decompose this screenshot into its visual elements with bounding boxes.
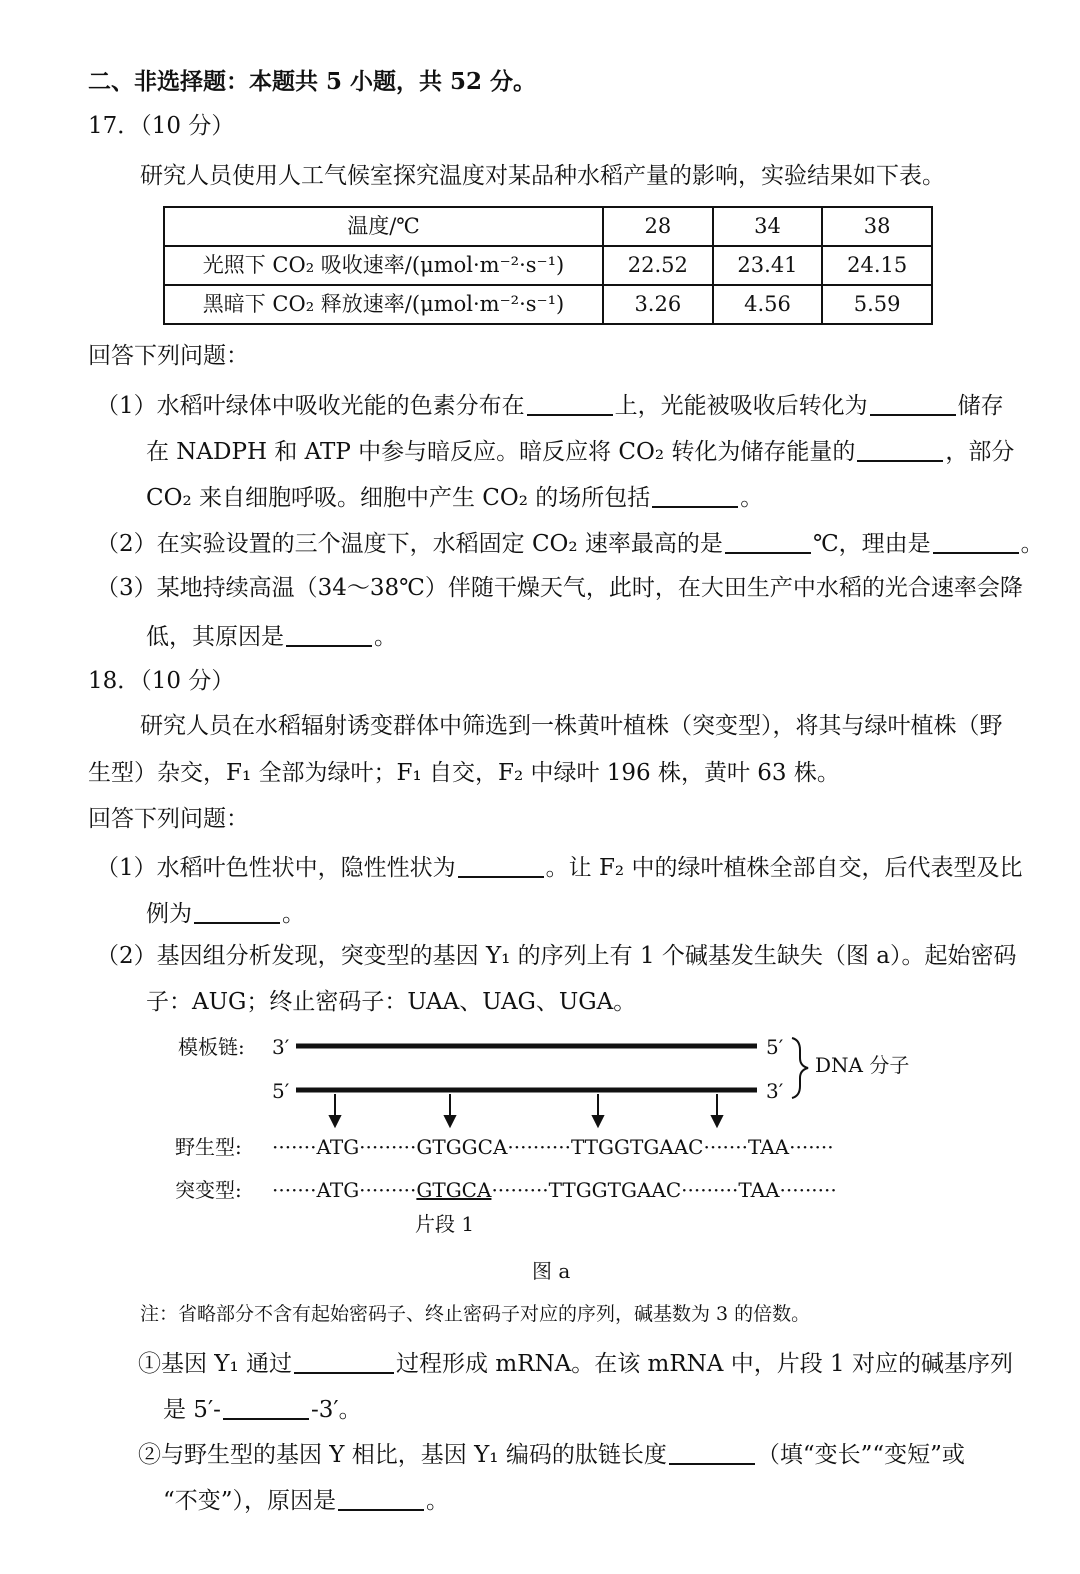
q18-intro-line2: 生型）杂交，F₁ 全部为绿叶；F₁ 自交，F₂ 中绿叶 196 株，黄叶 63 株。 (88, 760, 840, 786)
dna-molecule-label: DNA 分子 (815, 1053, 910, 1077)
table-header-cell: 28 (603, 207, 713, 246)
figure-note: 注：省略部分不含有起始密码子、终止密码子对应的序列，碱基数为 3 的倍数。 (140, 1303, 811, 1325)
q17-part1-line2: 在 NADPH 和 ATP 中参与暗反应。暗反应将 CO₂ 转化为储存能量的 ，部分 (146, 439, 1015, 465)
q18-part2-line1: （2）基因组分析发现，突变型的基因 Y₁ 的序列上有 1 个碱基发生缺失（图 a）。起始密码 (96, 943, 1017, 969)
table-row-label: 黑暗下 CO₂ 释放速率/(μmol·m⁻²·s⁻¹) (164, 285, 603, 324)
template-strand-label: 模板链: (178, 1035, 245, 1059)
answer-blank[interactable] (338, 1487, 424, 1511)
answer-blank[interactable] (294, 1350, 394, 1374)
wild-type-label: 野生型: (175, 1135, 242, 1159)
q18-intro-line1: 研究人员在水稻辐射诱变群体中筛选到一株黄叶植株（突变型），将其与绿叶植株（野 (140, 713, 1003, 739)
q18-answer-prompt: 回答下列问题： (88, 806, 249, 832)
strand-bottom-left-end: 5′ (272, 1079, 290, 1103)
mutant-sequence: ·······ATG·········GTGCA·········TTGGTGAAC·········TAA········· (272, 1178, 837, 1202)
strand-top-right-end: 5′ (766, 1035, 784, 1059)
answer-blank[interactable] (669, 1441, 755, 1465)
q18-part1-line1: （1）水稻叶色性状中，隐性性状为 。让 F₂ 中的绿叶植株全部自交，后代表型及比 (96, 855, 1023, 881)
arrow-group (330, 1094, 722, 1126)
table-cell: 22.52 (603, 246, 713, 285)
strand-bottom-right-end: 3′ (766, 1079, 784, 1103)
q17-part3-line1: （3）某地持续高温（34～38℃）伴随干燥天气，此时，在大田生产中水稻的光合速率会降 (96, 575, 1023, 601)
q17-part1-line3: CO₂ 来自细胞呼吸。细胞中产生 CO₂ 的场所包括 。 (146, 485, 764, 511)
down-arrow-icon (445, 1116, 455, 1126)
q17-part3-line2: 低，其原因是 。 (146, 624, 397, 650)
q17-part2: （2）在实验设置的三个温度下，水稻固定 CO₂ 速率最高的是 ℃，理由是 。 (96, 531, 1044, 557)
q18-part1-line2: 例为 。 (146, 901, 305, 927)
table-cell: 4.56 (713, 285, 823, 324)
down-arrow-icon (593, 1116, 603, 1126)
figure-caption: 图 a (532, 1259, 571, 1283)
down-arrow-icon (712, 1116, 722, 1126)
q17-heading: 17．（10 分） (88, 113, 235, 139)
q17-part1-line1: （1）水稻叶绿体中吸收光能的色素分布在 上，光能被吸收后转化为 储存 (96, 393, 1004, 419)
q18-heading: 18．（10 分） (88, 668, 235, 694)
mutant-label: 突变型: (175, 1178, 242, 1202)
q18-sub2-line2: “不变”），原因是 。 (163, 1488, 450, 1514)
q18-sub1-line1: ①基因 Y₁ 通过 过程形成 mRNA。在该 mRNA 中，片段 1 对应的碱基序列 (138, 1351, 1013, 1377)
answer-blank[interactable] (223, 1396, 309, 1420)
q18-sub2-line1: ②与野生型的基因 Y 相比，基因 Y₁ 编码的肽链长度 （填“变长”“变短”或 (138, 1442, 965, 1468)
down-arrow-icon (330, 1116, 340, 1126)
table-cell: 3.26 (603, 285, 713, 324)
fragment-1-label: 片段 1 (415, 1212, 475, 1236)
q17-intro: 研究人员使用人工气候室探究温度对某品种水稻产量的影响，实验结果如下表。 (140, 163, 945, 189)
q18-part2-line2: 子：AUG；终止密码子：UAA、UAG、UGA。 (146, 989, 637, 1015)
brace-icon (792, 1038, 808, 1098)
fragment-1-sequence: GTGCA (416, 1178, 492, 1202)
q18-sub1-line2: 是 5′- -3′。 (163, 1397, 362, 1423)
q17-answer-prompt: 回答下列问题： (88, 343, 249, 369)
table-header-cell: 温度/℃ (164, 207, 603, 246)
strand-top-left-end: 3′ (272, 1035, 290, 1059)
table-row-label: 光照下 CO₂ 吸收速率/(μmol·m⁻²·s⁻¹) (164, 246, 603, 285)
section-title: 二、非选择题：本题共 5 小题，共 52 分。 (88, 68, 537, 95)
table-header-cell: 38 (822, 207, 932, 246)
table-cell: 23.41 (713, 246, 823, 285)
table-header-cell: 34 (713, 207, 823, 246)
wild-type-sequence: ·······ATG·········GTGGCA··········TTGGTGAAC·······TAA······· (272, 1135, 834, 1159)
table-cell: 24.15 (822, 246, 932, 285)
table-cell: 5.59 (822, 285, 932, 324)
